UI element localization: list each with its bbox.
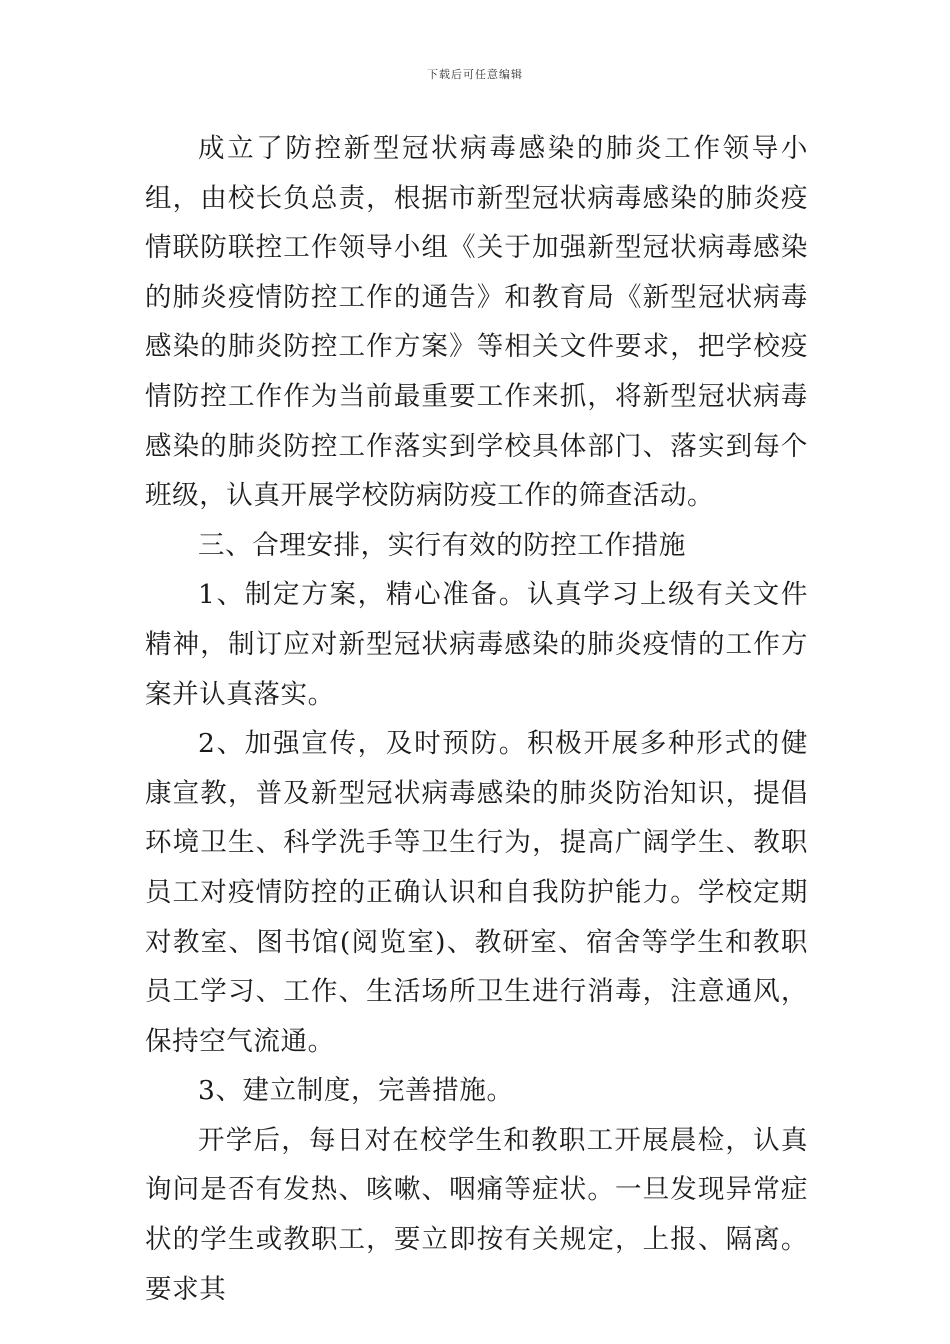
section-heading-measures: 三、合理安排，实行有效的防控工作措施 [198, 529, 686, 561]
paragraph-leadership-group: 成立了防控新型冠状病毒感染的肺炎工作领导小组，由校长负总责，根据市新型冠状病毒感染的肺炎疫情联防联控工作领导小组《关于加强新型冠状病毒感染的肺炎疫情防控工作的通告》和教育局《新型冠状病毒感染的肺炎防控工作方案》等相关文件要求，把学校疫情防控工作作为当前最重要工作来抓，将新型冠状病毒感染的肺炎防控工作落实到学校具体部门、落实到每个班级，认真开展学校防病防疫工作的筛查活动。 [145, 133, 808, 512]
page-header: 下载后可任意编辑 [427, 68, 523, 81]
document-body [145, 124, 808, 1314]
paragraph-system: 3、建立制度，完善措施。 [198, 1075, 514, 1107]
paragraph-publicity: 2、加强宣传，及时预防。积极开展多种形式的健康宣教，普及新型冠状病毒感染的肺炎防治知识，提倡环境卫生、科学洗手等卫生行为，提高广阔学生、教职员工对疫情防控的正确认识和自我防护能力。学校定期对教室、图书馆(阅览室)、教研室、宿舍等学生和教职员工学习、工作、生活场所卫生进行消毒，注意通风，保持空气流通。 [145, 728, 808, 1057]
paragraph-plan: 1、制定方案，精心准备。认真学习上级有关文件精神，制订应对新型冠状病毒感染的肺炎疫情的工作方案并认真落实。 [145, 579, 808, 710]
paragraph-morning-check: 开学后，每日对在校学生和教职工开展晨检，认真询问是否有发热、咳嗽、咽痛等症状。一旦发现异常症状的学生或教职工，要立即按有关规定，上报、隔离。要求其 [145, 1124, 808, 1305]
